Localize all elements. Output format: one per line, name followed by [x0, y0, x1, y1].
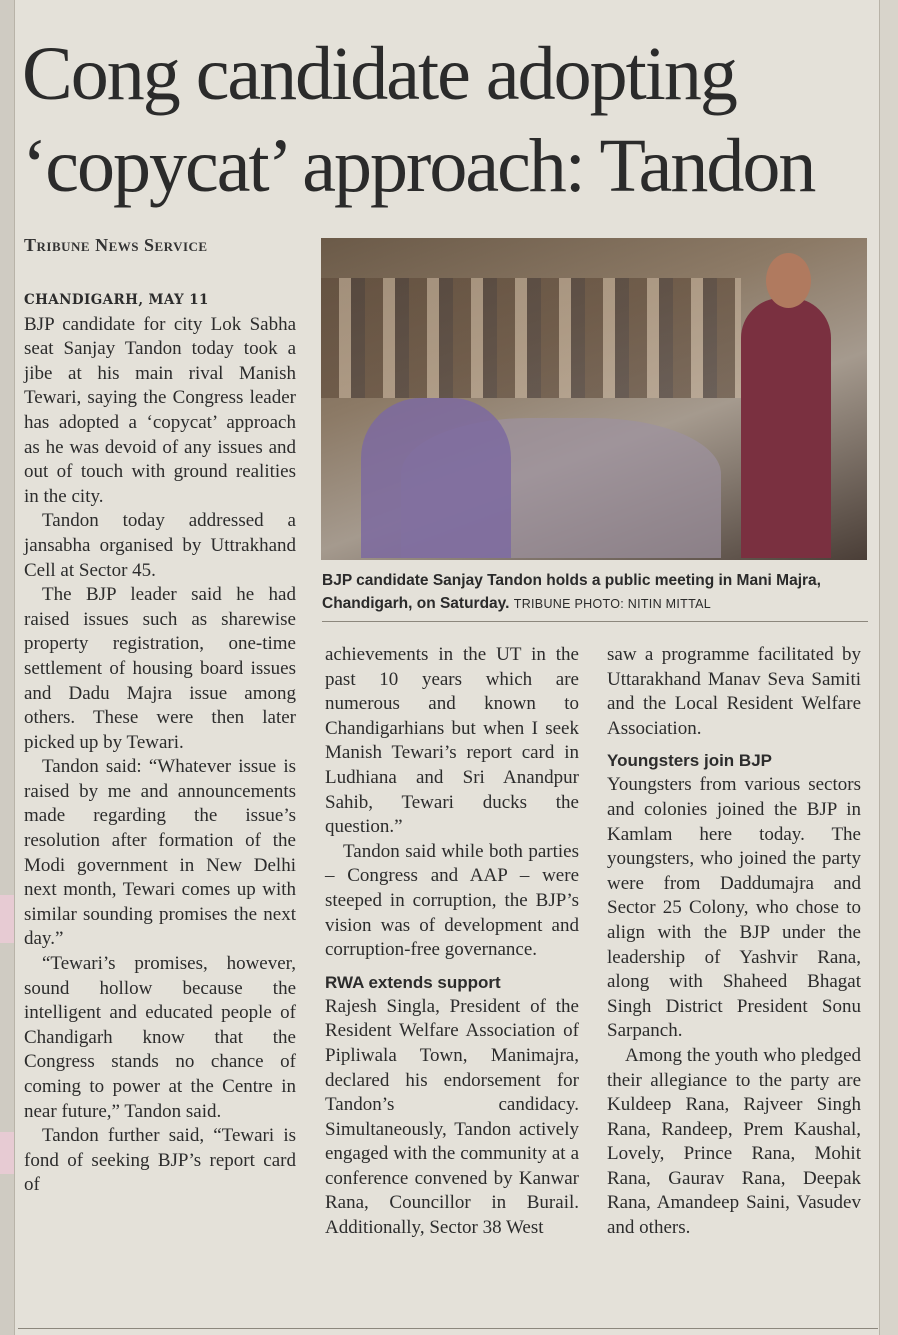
adjacent-ad-strip [0, 895, 14, 943]
article-column-3 [607, 643, 861, 1241]
byline: Tribune News Service [24, 235, 208, 255]
paragraph: achievements in the UT in the past 10 years which are numerous and known to Chandigarhians but when I seek Manish Tewari’s report card in Ludhiana and Sri Anandpur Sahib, Tewari ducks the question.” [325, 644, 579, 838]
paragraph: “Tewari’s promises, however, sound hollow because the intelligent and educated people of Chandigarh know that the Congress stands no chance of coming to power at the Centre in near future,” Tandon said. [24, 953, 296, 1122]
photo-crowd [321, 278, 741, 398]
photo-speaker-head [766, 253, 811, 308]
paragraph: Tandon said: “Whatever issue is raised by me and announcements made regarding the issue’s resolution after formation of the Modi government in New Delhi next month, Tewari comes up with similar sounding promises the next day.” [24, 756, 296, 950]
paragraph: BJP candidate for city Lok Sabha seat Sanjay Tandon today took a jibe at his main rival Manish Tewari, saying the Congress leader has adopted a ‘copycat’ approach as he was devoid of any issues and out of touch with ground realities in the city. [24, 313, 296, 507]
photo-seated-person [361, 398, 511, 558]
subhead: RWA extends support [325, 972, 501, 992]
dateline: CHANDIGARH, MAY 11 [24, 292, 209, 308]
paragraph: Tandon today addressed a jansabha organised by Uttrakhand Cell at Sector 45. [24, 510, 296, 581]
subhead: Youngsters join BJP [607, 751, 772, 771]
paragraph: Tandon said while both parties – Congress and AAP – were steeped in corruption, the BJP’s vision was of development and corruption-free governance. [325, 840, 579, 961]
headline: Cong candidate adopting ‘copycat’ approach: Tandon [22, 32, 815, 208]
photo-speaker [741, 298, 831, 558]
adjacent-ad-strip [0, 1132, 14, 1174]
photo-credit: TRIBUNE PHOTO: NITIN MITTAL [513, 597, 711, 611]
paragraph: saw a programme facilitated by Uttarakhand Manav Seva Samiti and the Local Resident Welfare Association. [607, 644, 861, 739]
article-column-2 [325, 643, 579, 1241]
paragraph: Among the youth who pledged their allegiance to the party are Kuldeep Rana, Rajveer Singh Rana, Randeep, Prem Kaushal, Lovely, Prince Rana, Mohit Rana, Gaurav Rana, Deepak Rana, Amandeep Saini, Vasudev and others. [607, 1044, 861, 1239]
adjacent-column-right [879, 0, 898, 1335]
paragraph: The BJP leader said he had raised issues such as sharewise property registration, one-time settlement of housing board issues and Dadu Majra issue among others. These were then later picked up by Tewari. [24, 584, 296, 753]
caption-rule [322, 621, 868, 622]
article-column-1 [24, 288, 296, 1198]
caption-text: BJP candidate Sanjay Tandon holds a public meeting in Mani Majra, Chandigarh, on Saturday. [322, 572, 821, 612]
paragraph: Youngsters from various sectors and colonies joined the BJP in Kamlam here today. The youngsters, who joined the party were from Daddumajra and Sector 25 Colony, who chose to align with the BJP under the leadership of Yashvir Rana, along with Shaheed Bhagat Singh District President Sonu Sarpanch. [607, 774, 861, 1042]
paragraph: Rajesh Singla, President of the Resident Welfare Association of Pipliwala Town, Manimajra, declared his endorsement for Tandon’s candidacy. Simultaneously, Tandon actively engaged with the community at a conference convened by Kanwar Rana, Councillor in Burail. Additionally, Sector 38 West [325, 995, 579, 1239]
news-photo [321, 238, 867, 560]
photo-caption [322, 569, 868, 616]
paragraph: Tandon further said, “Tewari is fond of seeking BJP’s report card of [24, 1125, 296, 1196]
bottom-rule [18, 1328, 878, 1329]
